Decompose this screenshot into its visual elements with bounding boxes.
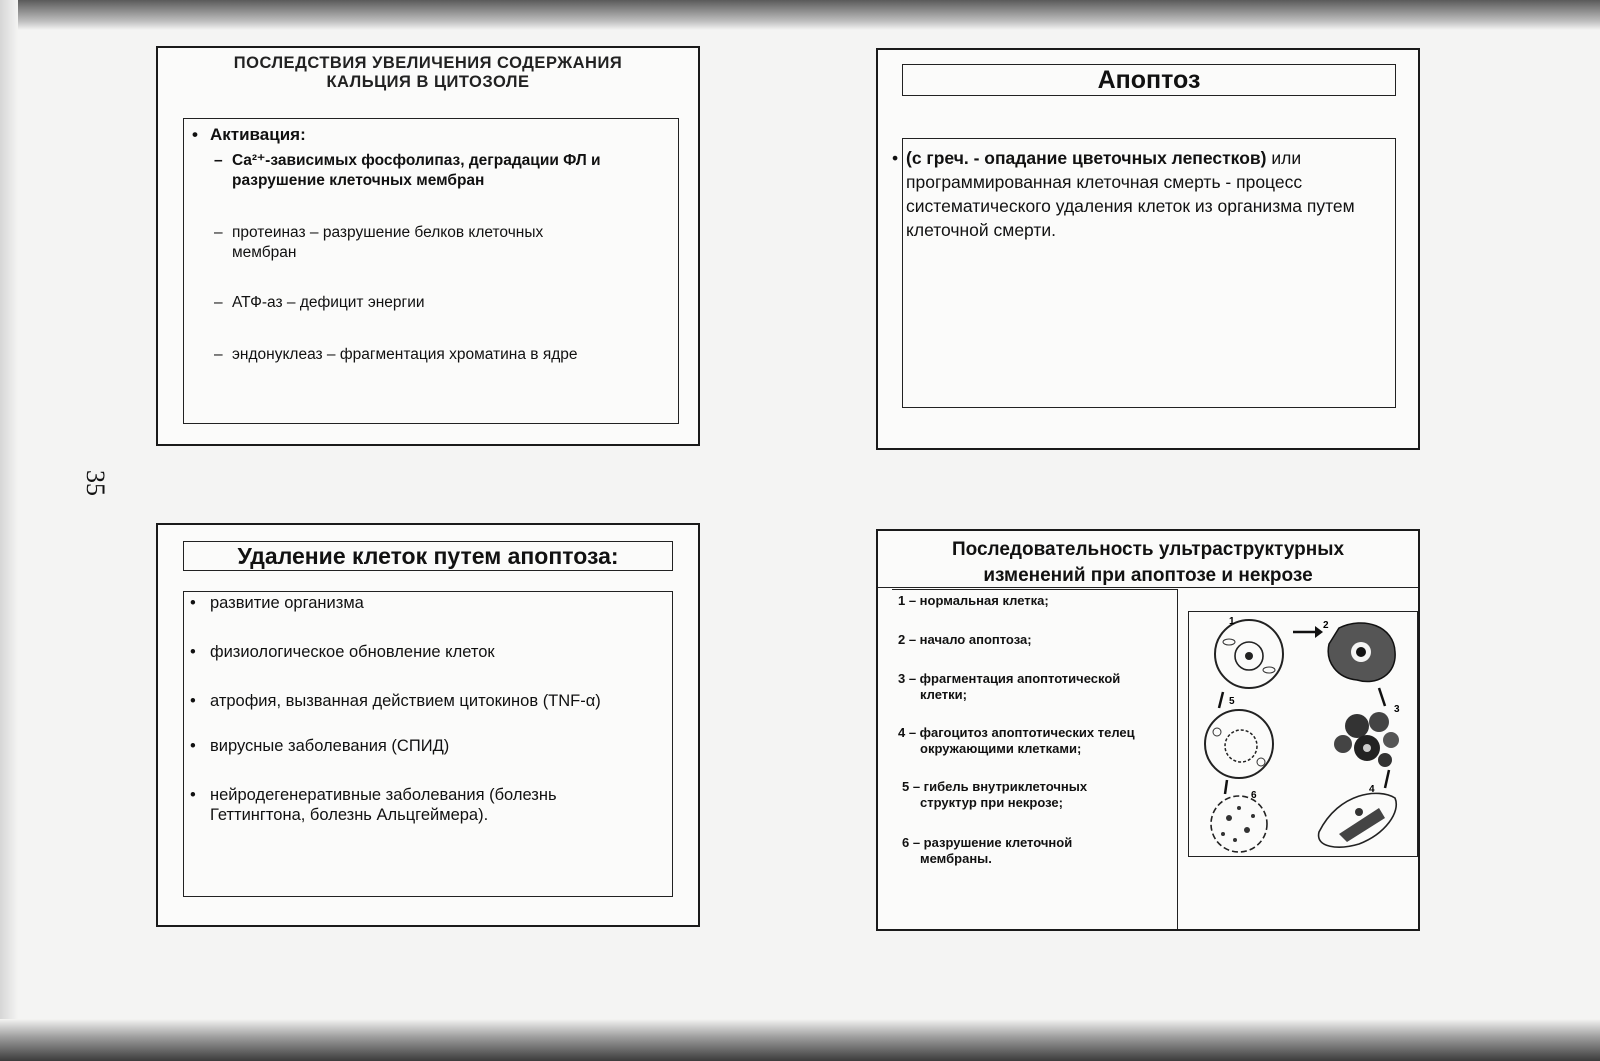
scan-left-shadow [0,0,18,1061]
label-1: 1 [1229,616,1235,627]
definition-bold: (с греч. - опадание цветочных лепестков) [906,148,1267,168]
list-item: • нейродегенеративные заболевания (болезнь Геттингтона, болезнь Альцгеймера). [190,786,557,824]
scan-top-shadow [0,0,1600,30]
slide-title: Удаление клеток путем апоптоза: [183,541,673,571]
label-5: 5 [1229,696,1235,707]
legend-step: 5 – гибель внутриклеточных структур при некрозе; [902,779,1088,810]
list-item: – протеиназ – разрушение белков клеточных мембран [214,224,544,261]
divider [878,587,1418,588]
label-4: 4 [1369,784,1375,795]
legend-step: 3 – фрагментация апоптотической клетки; [898,671,1121,702]
legend-step: 6 – разрушение клеточной мембраны. [902,835,1073,866]
list-item: – эндонуклеаз – фрагментация хроматина в ядре [214,346,578,363]
legend-step: 4 – фагоцитоз апоптотических телец окружающими клетками; [898,725,1135,756]
title-line-1: Последовательность ультраструктурных [951,539,1345,560]
list-item: – Ca²⁺-зависимых фосфолипаз, деградации ФЛ и разрушение клеточных мембран [214,152,601,189]
slide-calcium [156,46,700,446]
slide-title [158,54,698,92]
label-3: 3 [1394,704,1400,715]
legend-step: 2 – начало апоптоза; [898,632,1032,647]
cell-sequence-illustration [1189,612,1415,854]
apoptosis-definition: • (с греч. - опадание цветочных лепестков) или программированная клеточная смерть - процесс систематического удаления клеток из организма путем клеточной смерти. [892,148,1355,240]
scan-bottom-shadow [0,1019,1600,1061]
label-6: 6 [1251,790,1257,801]
label-2: 2 [1323,620,1329,631]
title-line-2: изменений при апоптозе и некрозе [983,565,1313,586]
list-item: – АТФ-аз – дефицит энергии [214,294,425,311]
slide-removal [156,523,700,927]
slide-sequence [876,529,1420,931]
legend-step: 1 – нормальная клетка; [898,593,1049,608]
slide-title [878,537,1418,589]
list-item: • вирусные заболевания (СПИД) [190,737,450,755]
heading-activation: • Активация: [192,125,306,144]
definition-text: или программированная клеточная смерть - процесс систематического удаления клеток из организма путем клеточной смерти. [906,148,1355,240]
slide-apoptosis [876,48,1420,450]
list-item: • атрофия, вызванная действием цитокинов (TNF-α) [190,692,601,710]
title-line-1: ПОСЛЕДСТВИЯ УВЕЛИЧЕНИЯ СОДЕРЖАНИЯ [233,54,623,72]
list-item: • физиологическое обновление клеток [190,643,495,661]
list-item: • развитие организма [190,594,364,612]
content-box [183,118,679,424]
title-line-2: КАЛЬЦИЯ В ЦИТОЗОЛЕ [326,73,530,91]
page-number: 35 [81,470,110,496]
slide-title: Апоптоз [902,64,1396,96]
cell-diagram [1188,611,1418,857]
